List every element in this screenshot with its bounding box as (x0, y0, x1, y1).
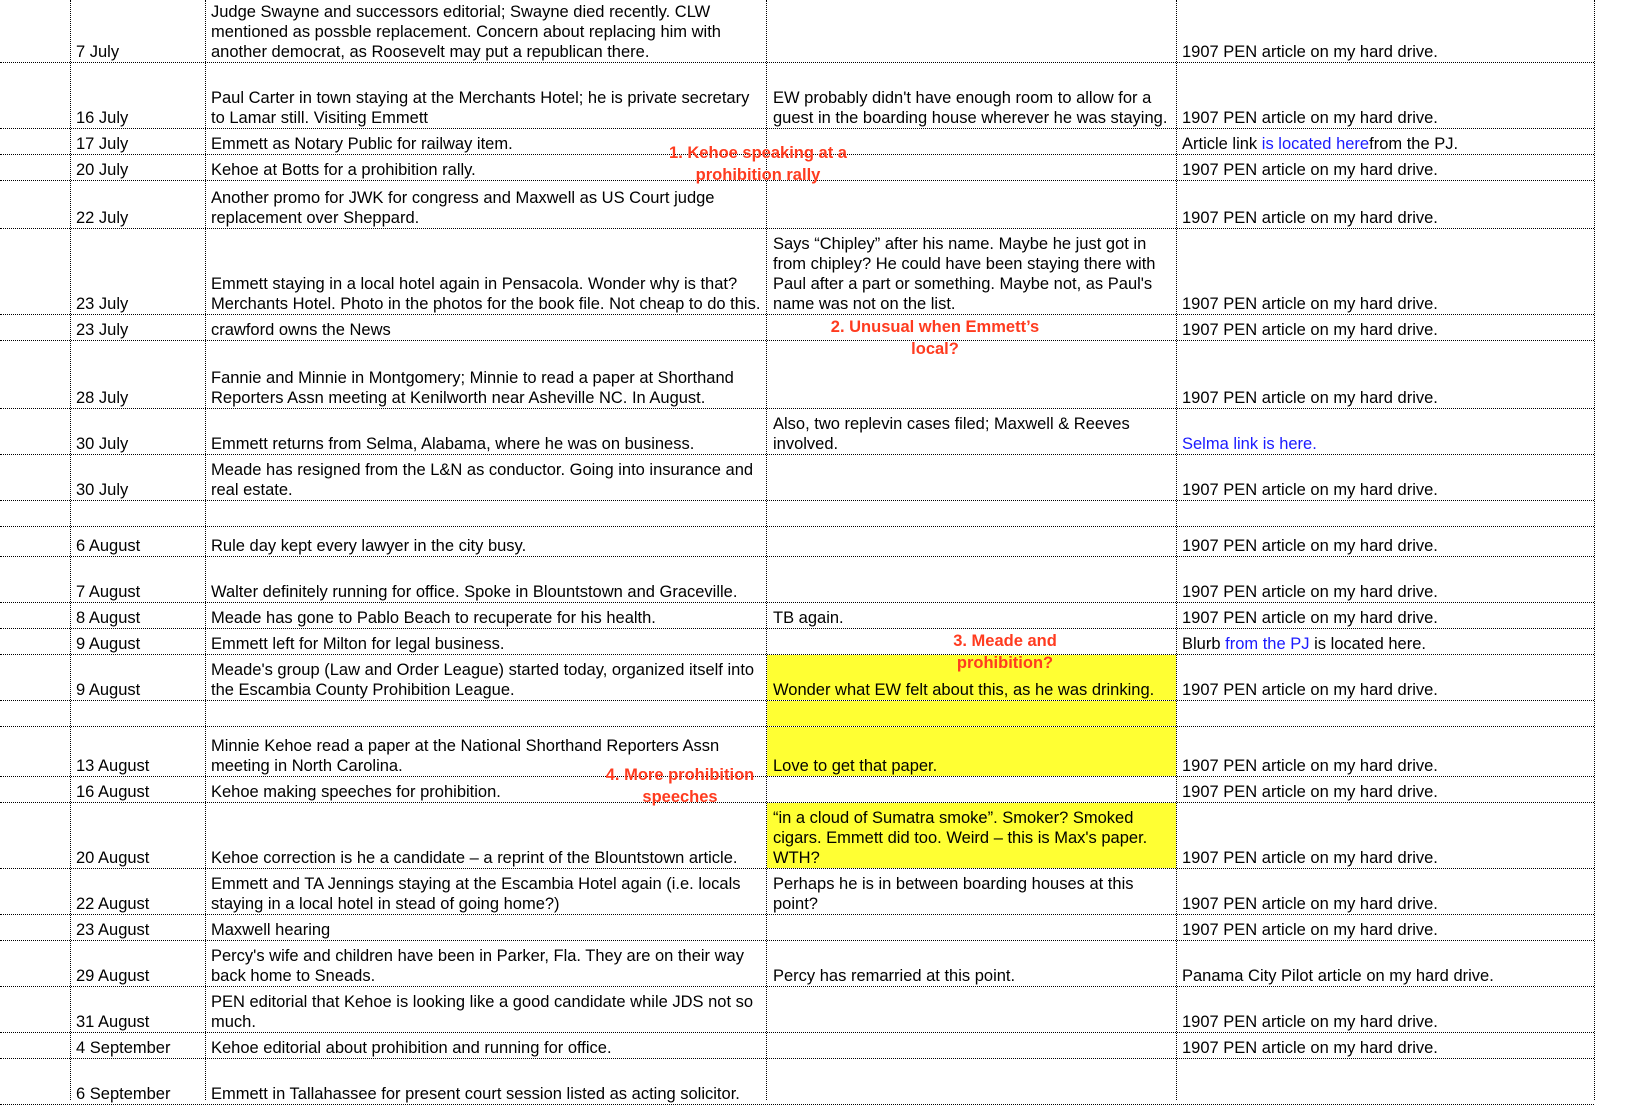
column-gridline (1594, 0, 1595, 1100)
date-cell[interactable] (71, 501, 205, 526)
source-text: 1907 PEN article on my hard drive. (1182, 681, 1438, 699)
event-cell[interactable] (206, 701, 766, 726)
note-text: Percy has remarried at this point. (773, 967, 1016, 985)
event-cell[interactable] (206, 409, 766, 454)
note-cell[interactable] (767, 229, 1176, 314)
source-text: 1907 PEN article on my hard drive. (1182, 389, 1438, 407)
date-text: 28 July (76, 389, 129, 407)
event-text: Paul Carter in town staying at the Merchants Hotel; he is private secretary to Lamar still. Visiting Emmett (211, 89, 750, 127)
note-cell[interactable] (767, 803, 1176, 868)
source-link[interactable]: Selma link is here. (1182, 435, 1317, 453)
note-cell[interactable] (767, 181, 1176, 228)
date-text: 22 July (76, 209, 129, 227)
date-cell[interactable] (71, 803, 205, 868)
event-cell[interactable] (206, 181, 766, 228)
date-cell[interactable] (71, 915, 205, 940)
event-text: Another promo for JWK for congress and Maxwell as US Court judge replacement over Sheppard. (211, 189, 715, 227)
note-text: Wonder what EW felt about this, as he was drinking. (773, 681, 1155, 699)
event-text: Kehoe correction is he a candidate – a reprint of the Blountstown article. (211, 849, 738, 867)
date-text: 20 July (76, 161, 129, 179)
date-text: 16 July (76, 109, 129, 127)
source-cell[interactable] (1177, 869, 1594, 914)
date-cell[interactable] (71, 603, 205, 628)
note-text: EW probably didn't have enough room to allow for a guest in the boarding house wherever he was staying. (773, 89, 1168, 127)
event-text: Emmett in Tallahassee for present court session listed as acting solicitor. (211, 1085, 740, 1103)
event-cell[interactable] (206, 0, 766, 62)
source-cell[interactable] (1177, 777, 1594, 802)
date-cell[interactable] (71, 0, 205, 62)
date-text: 23 August (76, 921, 150, 939)
event-cell[interactable] (206, 557, 766, 602)
event-text: crawford owns the News (211, 321, 391, 339)
source-cell[interactable] (1177, 501, 1594, 526)
note-text: Perhaps he is in between boarding houses at this point? (773, 875, 1134, 913)
date-text: 7 August (76, 583, 141, 601)
note-text: Also, two replevin cases filed; Maxwell & Reeves involved. (773, 415, 1130, 453)
date-cell[interactable] (71, 155, 205, 180)
date-cell[interactable] (71, 629, 205, 654)
event-cell[interactable] (206, 341, 766, 408)
source-cell[interactable] (1177, 941, 1594, 986)
date-cell[interactable] (71, 655, 205, 700)
source-text: 1907 PEN article on my hard drive. (1182, 481, 1438, 499)
date-text: 23 July (76, 295, 129, 313)
event-text: PEN editorial that Kehoe is looking like a good candidate while JDS not so much. (211, 993, 754, 1031)
note-text: TB again. (773, 609, 844, 627)
date-cell[interactable] (71, 557, 205, 602)
event-cell[interactable] (206, 803, 766, 868)
note-cell[interactable] (767, 1059, 1176, 1104)
date-text: 13 August (76, 757, 150, 775)
source-text: 1907 PEN article on my hard drive. (1182, 583, 1438, 601)
note-cell[interactable] (767, 987, 1176, 1032)
source-text: 1907 PEN article on my hard drive. (1182, 43, 1438, 61)
date-text: 17 July (76, 135, 129, 153)
date-cell[interactable] (71, 181, 205, 228)
event-cell[interactable] (206, 315, 766, 340)
event-text: Percy's wife and children have been in Parker, Fla. They are on their way back home to Sneads. (211, 947, 744, 985)
date-cell[interactable] (71, 315, 205, 340)
source-cell[interactable] (1177, 701, 1594, 726)
source-cell[interactable] (1177, 315, 1594, 340)
event-text: Emmett and TA Jennings staying at the Escambia Hotel again (i.e. locals staying in a local hotel in stead of going home?) (211, 875, 741, 913)
source-text (1182, 134, 1590, 154)
source-cell[interactable] (1177, 129, 1594, 154)
date-cell[interactable] (71, 409, 205, 454)
event-text: Kehoe at Botts for a prohibition rally. (211, 161, 476, 179)
event-text: Rule day kept every lawyer in the city busy. (211, 537, 527, 555)
source-cell[interactable] (1177, 155, 1594, 180)
source-text: 1907 PEN article on my hard drive. (1182, 295, 1438, 313)
event-cell[interactable] (206, 63, 766, 128)
date-text: 23 July (76, 321, 129, 339)
note-text: “in a cloud of Sumatra smoke”. Smoker? Smoked cigars. Emmett did too. Weird – this is Max's paper. WTH? (773, 809, 1148, 867)
date-text: 20 August (76, 849, 150, 867)
event-cell[interactable] (206, 915, 766, 940)
event-cell[interactable] (206, 527, 766, 556)
date-text: 8 August (76, 609, 141, 627)
annotation-note: 2. Unusual when Emmett’s local? (830, 318, 1040, 358)
event-cell[interactable] (206, 987, 766, 1032)
event-text: Emmett returns from Selma, Alabama, where he was on business. (211, 435, 695, 453)
event-text: Maxwell hearing (211, 921, 331, 939)
event-text: Kehoe making speeches for prohibition. (211, 783, 501, 801)
source-cell[interactable] (1177, 409, 1594, 454)
source-cell[interactable] (1177, 229, 1594, 314)
source-cell[interactable] (1177, 557, 1594, 602)
source-text (1182, 634, 1590, 654)
source-text-part: from the PJ. (1369, 135, 1459, 153)
annotation-note: 4. More prohibition speeches (605, 766, 755, 806)
note-cell[interactable] (767, 557, 1176, 602)
source-cell[interactable] (1177, 0, 1594, 62)
date-cell[interactable] (71, 229, 205, 314)
annotation-note: 1. Kehoe speaking at a prohibition rally (669, 144, 847, 184)
source-cell[interactable] (1177, 987, 1594, 1032)
source-text: 1907 PEN article on my hard drive. (1182, 1039, 1438, 1057)
source-cell[interactable] (1177, 455, 1594, 500)
event-cell[interactable] (206, 629, 766, 654)
note-text: Says “Chipley” after his name. Maybe he just got in from chipley? He could have been staying there with Paul after a part or something. Maybe not, as Paul's name was not on the list. (773, 235, 1156, 313)
event-text: Emmett as Notary Public for railway item. (211, 135, 513, 153)
event-cell[interactable] (206, 229, 766, 314)
source-link[interactable]: is located here (1261, 135, 1370, 153)
note-cell[interactable] (767, 63, 1176, 128)
event-text: Meade has gone to Pablo Beach to recuperate for his health. (211, 609, 656, 627)
date-cell[interactable] (71, 341, 205, 408)
source-text: 1907 PEN article on my hard drive. (1182, 609, 1438, 627)
note-cell[interactable] (767, 409, 1176, 454)
note-cell[interactable] (767, 527, 1176, 556)
source-cell[interactable] (1177, 803, 1594, 868)
event-text: Walter definitely running for office. Spoke in Blountstown and Graceville. (211, 583, 738, 601)
source-text-part: Article link (1182, 135, 1262, 153)
date-cell[interactable] (71, 1033, 205, 1058)
source-cell[interactable] (1177, 727, 1594, 776)
source-cell[interactable] (1177, 603, 1594, 628)
note-cell[interactable] (767, 1033, 1176, 1058)
note-cell[interactable] (767, 869, 1176, 914)
annotation-note: 3. Meade and prohibition? (953, 632, 1057, 672)
date-cell[interactable] (71, 727, 205, 776)
event-cell[interactable] (206, 501, 766, 526)
date-cell[interactable] (71, 527, 205, 556)
source-text: 1907 PEN article on my hard drive. (1182, 161, 1438, 179)
event-cell[interactable] (206, 455, 766, 500)
source-text: Panama City Pilot article on my hard drive. (1182, 967, 1494, 985)
event-cell[interactable] (206, 941, 766, 986)
date-cell[interactable] (71, 987, 205, 1032)
note-cell[interactable] (767, 0, 1176, 62)
date-text: 6 September (76, 1085, 171, 1103)
source-cell[interactable] (1177, 1033, 1594, 1058)
note-cell[interactable] (767, 941, 1176, 986)
source-text: 1907 PEN article on my hard drive. (1182, 537, 1438, 555)
source-text: 1907 PEN article on my hard drive. (1182, 921, 1438, 939)
note-cell[interactable] (767, 603, 1176, 628)
source-cell[interactable] (1177, 655, 1594, 700)
date-cell[interactable] (71, 63, 205, 128)
source-text: 1907 PEN article on my hard drive. (1182, 1013, 1438, 1031)
date-text: 30 July (76, 435, 129, 453)
date-cell[interactable] (71, 869, 205, 914)
source-text: 1907 PEN article on my hard drive. (1182, 849, 1438, 867)
source-link[interactable]: from the PJ (1225, 635, 1310, 653)
event-text: Fannie and Minnie in Montgomery; Minnie to read a paper at Shorthand Reporters Assn meeting at Kenilworth near Asheville NC. In August. (211, 369, 734, 407)
note-cell[interactable] (767, 501, 1176, 526)
date-cell[interactable] (71, 777, 205, 802)
source-cell[interactable] (1177, 63, 1594, 128)
date-text: 4 September (76, 1039, 171, 1057)
date-cell[interactable] (71, 941, 205, 986)
date-text: 9 August (76, 681, 141, 699)
event-text: Minnie Kehoe read a paper at the National Shorthand Reporters Assn meeting in North Carolina. (211, 737, 720, 775)
note-cell[interactable] (767, 455, 1176, 500)
event-cell[interactable] (206, 655, 766, 700)
source-cell[interactable] (1177, 915, 1594, 940)
source-text-part: Blurb (1182, 635, 1226, 653)
event-text: Emmett staying in a local hotel again in Pensacola. Wonder why is that? Merchants Hotel. Photo in the photos for the book file. Not cheap to do this. (211, 275, 761, 313)
date-text: 30 July (76, 481, 129, 499)
date-cell[interactable] (71, 701, 205, 726)
event-text: Meade has resigned from the L&N as conductor. Going into insurance and real estate. (211, 461, 754, 499)
date-text: 6 August (76, 537, 141, 555)
event-text: Meade's group (Law and Order League) started today, organized itself into the Escambia County Prohibition League. (211, 661, 755, 699)
source-text: 1907 PEN article on my hard drive. (1182, 109, 1438, 127)
event-text: Emmett left for Milton for legal business. (211, 635, 505, 653)
source-cell[interactable] (1177, 1059, 1594, 1104)
source-cell[interactable] (1177, 341, 1594, 408)
date-cell[interactable] (71, 129, 205, 154)
source-text-part: is located here. (1309, 635, 1426, 653)
source-text: 1907 PEN article on my hard drive. (1182, 757, 1438, 775)
source-text: 1907 PEN article on my hard drive. (1182, 321, 1438, 339)
date-cell[interactable] (71, 455, 205, 500)
date-text: 7 July (76, 43, 120, 61)
event-cell[interactable] (206, 1033, 766, 1058)
source-text: 1907 PEN article on my hard drive. (1182, 895, 1438, 913)
note-cell[interactable] (767, 701, 1176, 726)
source-text: 1907 PEN article on my hard drive. (1182, 783, 1438, 801)
note-text: Love to get that paper. (773, 757, 938, 775)
event-cell[interactable] (206, 869, 766, 914)
note-cell[interactable] (767, 915, 1176, 940)
date-cell[interactable] (71, 1059, 205, 1104)
source-text: 1907 PEN article on my hard drive. (1182, 209, 1438, 227)
note-cell[interactable] (767, 727, 1176, 776)
date-text: 31 August (76, 1013, 150, 1031)
date-text: 16 August (76, 783, 150, 801)
source-cell[interactable] (1177, 181, 1594, 228)
source-cell[interactable] (1177, 629, 1594, 654)
event-text: Judge Swayne and successors editorial; Swayne died recently. CLW mentioned as possble replacement. Concern about replacing him with another democrat, as Roosevelt may put a republican there. (211, 3, 721, 61)
source-cell[interactable] (1177, 527, 1594, 556)
event-cell[interactable] (206, 1059, 766, 1104)
date-text: 29 August (76, 967, 150, 985)
event-cell[interactable] (206, 603, 766, 628)
date-text: 22 August (76, 895, 150, 913)
date-text: 9 August (76, 635, 141, 653)
event-text: Kehoe editorial about prohibition and running for office. (211, 1039, 612, 1057)
note-cell[interactable] (767, 777, 1176, 802)
